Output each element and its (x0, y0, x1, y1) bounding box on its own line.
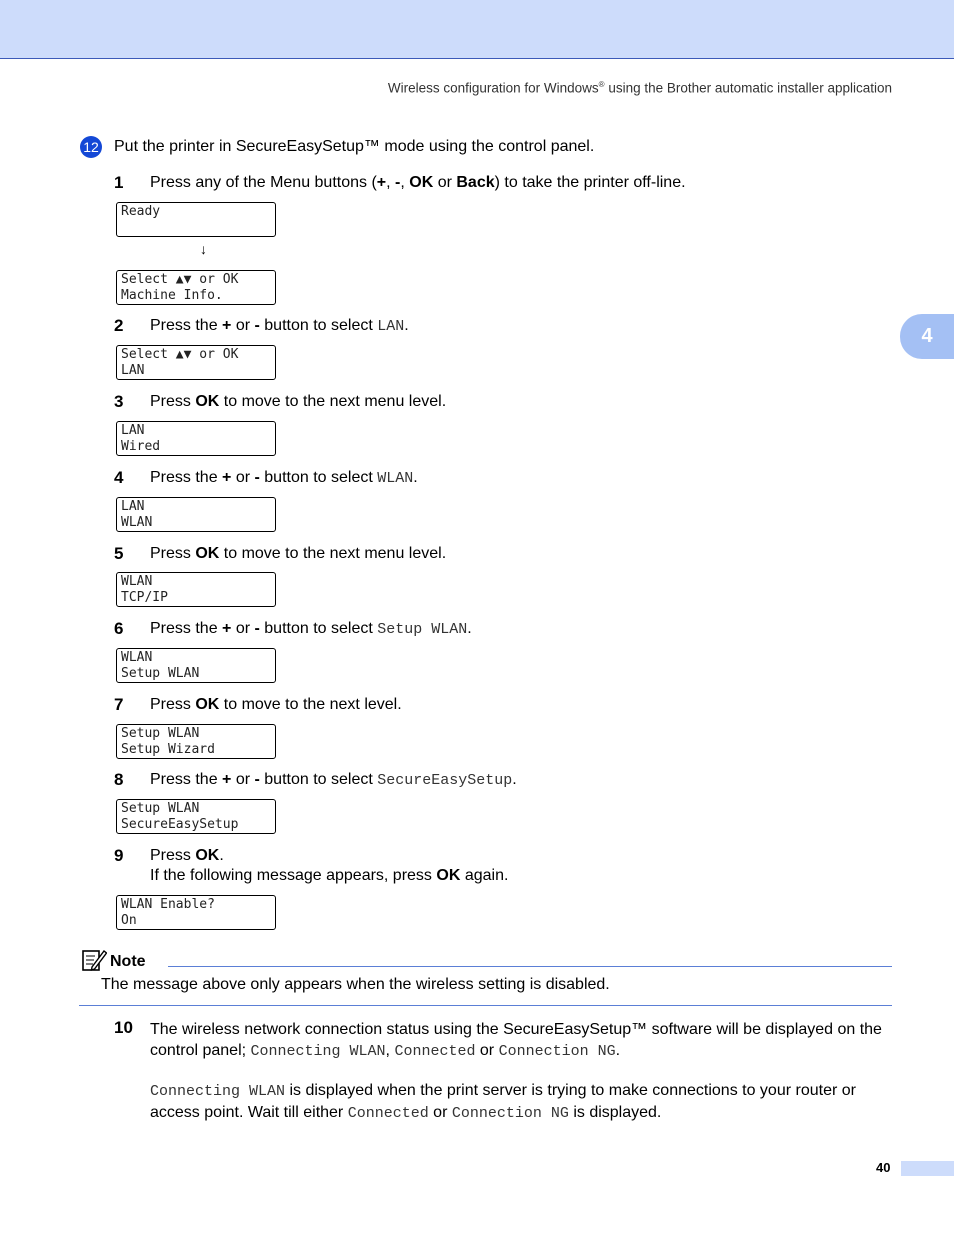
step-number: 4 (114, 468, 124, 487)
step-number: 3 (114, 392, 124, 411)
step-text: Press OK to move to the next menu level. (150, 545, 447, 562)
note-pencil-icon (81, 948, 107, 972)
step-number: 10 (114, 1018, 133, 1037)
step-number: 1 (114, 173, 124, 192)
step-number: 9 (114, 846, 124, 865)
lcd-display: Select ▲▼ or OK Machine Info. (116, 270, 276, 305)
step-number: 6 (114, 619, 124, 638)
lcd-display: LAN Wired (116, 421, 276, 456)
step-text: Press OK to move to the next level. (150, 696, 402, 713)
lcd-display: WLAN Setup WLAN (116, 648, 276, 683)
step-text: If the following message appears, press OK again. (150, 867, 509, 884)
arrow-down-icon: ↓ (200, 241, 207, 257)
note-divider (168, 966, 892, 967)
step-text: Press any of the Menu buttons (+, -, OK or Back) to take the printer off-line. (150, 174, 686, 191)
lcd-display: Setup WLAN Setup Wizard (116, 724, 276, 759)
running-header: Wireless configuration for Windows® using the Brother automatic installer application (387, 80, 892, 96)
note-divider-bottom (79, 1005, 892, 1006)
page-number-bar (901, 1161, 954, 1176)
step-text: Press OK to move to the next menu level. (150, 393, 447, 410)
step-number: 7 (114, 695, 124, 714)
page-number: 40 (876, 1160, 891, 1175)
lcd-display: WLAN Enable? On (116, 895, 276, 930)
step-text: Press OK. (150, 847, 224, 864)
lcd-display: Select ▲▼ or OK LAN (116, 345, 276, 380)
top-color-band (0, 0, 954, 59)
lcd-display: WLAN TCP/IP (116, 572, 276, 607)
step-paragraph: The wireless network connection status using the SecureEasySetup™ software will be displayed on the control panel; Connecting WLAN, Connected or Connection NG. (150, 1021, 882, 1060)
step-number: 2 (114, 316, 124, 335)
step-text: Press the + or - button to select Setup WLAN. (150, 620, 472, 638)
step-text: Press the + or - button to select SecureEasySetup. (150, 771, 517, 789)
step-number: 8 (114, 770, 124, 789)
note-text: The message above only appears when the wireless setting is disabled. (101, 976, 610, 993)
step-text: Press the + or - button to select WLAN. (150, 469, 418, 487)
step-text: Press the + or - button to select LAN. (150, 317, 409, 335)
step-title: Put the printer in SecureEasySetup™ mode using the control panel. (114, 138, 595, 155)
note-label: Note (110, 953, 146, 970)
step-paragraph: Connecting WLAN is displayed when the print server is trying to make connections to your router or access point. Wait till either Connected or Connection NG is displayed. (150, 1082, 856, 1122)
lcd-display: Ready (116, 202, 276, 237)
step-number: 5 (114, 544, 124, 563)
chapter-tab: 4 (900, 314, 954, 359)
lcd-display: Setup WLAN SecureEasySetup (116, 799, 276, 834)
step-number-badge: 12 (80, 136, 102, 158)
lcd-display: LAN WLAN (116, 497, 276, 532)
